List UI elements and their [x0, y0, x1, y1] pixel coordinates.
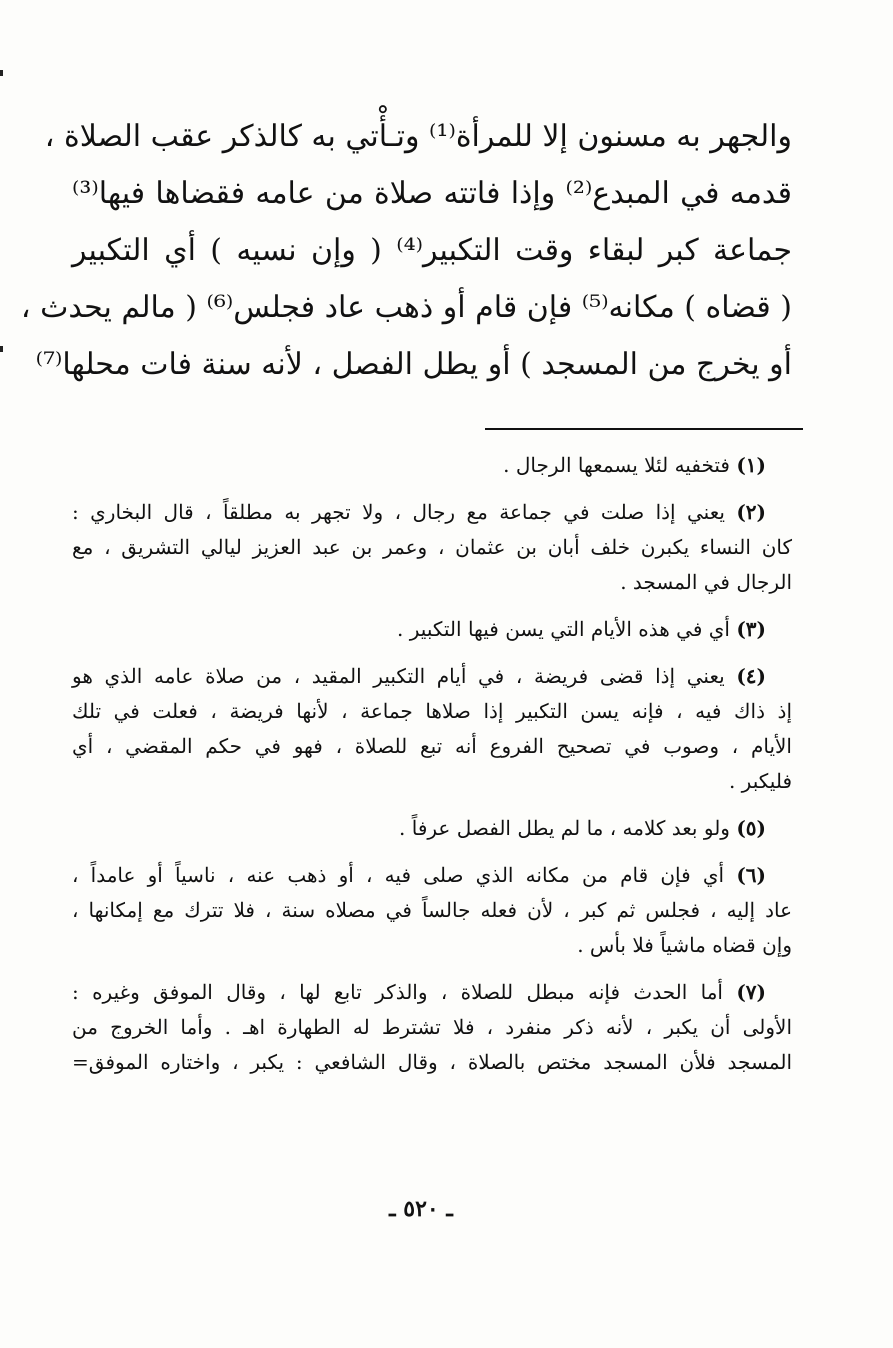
main-text-line: ( قضاه ) مكانه⁽⁵⁾ فإن قام أو ذهب عاد فجلس⁽⁶⁾ ( مالم يحدث ، — [20, 290, 792, 325]
footnote — [72, 659, 792, 799]
main-text-line: جماعة كبر لبقاء وقت التكبير⁽⁴⁾ ( وإن نسيه ) أي التكبير — [72, 233, 792, 268]
footnote — [72, 612, 792, 647]
footnote-text: الأيام ، وصوب في تصحيح الفروع أنه تبع للصلاة ، فهو في حكم المقضي ، أي — [72, 734, 792, 758]
footnote-text: أي في هذه الأيام التي يسن فيها التكبير . — [397, 617, 730, 641]
footnote-text: عاد إليه ، فجلس ثم كبر ، لأن فعله جالساً في مصلاه سنة ، فلا تترك مع إمكانها ، — [72, 898, 792, 922]
footnote-number: (٥) — [736, 816, 766, 840]
footnote-text: وإن قضاه ماشياً فلا بأس . — [577, 933, 792, 957]
footnote-text: يعني إذا صلت في جماعة مع رجال ، ولا تجهر به مطلقاً ، قال البخاري : — [72, 500, 725, 524]
footnote — [72, 448, 792, 483]
footnote-separator-rule — [485, 428, 803, 430]
footnote-number: (٣) — [736, 617, 766, 641]
page-number: ـ ٥٢٠ ـ — [389, 1196, 453, 1222]
footnote-number: (٦) — [736, 863, 767, 887]
main-text-line: أو يخرج من المسجد ) أو يطل الفصل ، لأنه سنة فات محلها⁽⁷⁾ — [35, 347, 792, 382]
footnote-text: فليكبر . — [728, 769, 792, 793]
footnote-text: المسجد فلأن المسجد مختص بالصلاة ، وقال الشافعي : يكبر ، واختاره الموفق= — [72, 1050, 792, 1074]
footnote-number: (٢) — [736, 500, 767, 524]
footnote — [72, 858, 792, 963]
main-text-line: والجهر به مسنون إلا للمرأة⁽¹⁾ وتـأْتي به كالذكر عقب الصلاة ، — [44, 119, 792, 154]
footnote-number: (٧) — [736, 980, 766, 1004]
footnote-text: أما الحدث فإنه مبطل للصلاة ، والذكر تابع لها ، وقال الموفق وغيره : — [72, 980, 723, 1004]
footnote-text: إذ ذاك فيه ، فإنه يسن التكبير إذا صلاها جماعة ، لأنها فريضة ، فعلت في تلك — [72, 699, 792, 723]
footnote-text: فتخفيه لئلا يسمعها الرجال . — [503, 453, 730, 477]
footnote-number: (١) — [736, 453, 766, 477]
main-text-line: قدمه في المبدع⁽²⁾ وإذا فاتته صلاة من عامه فقضاها فيها⁽³⁾ — [72, 176, 793, 211]
footnote-text: أي فإن قام من مكانه الذي صلى فيه ، أو ذهب عنه ، ناسياً أو عامداً ، — [72, 863, 725, 887]
footnote — [72, 495, 792, 600]
footnote-text: كان النساء يكبرن خلف أبان بن عثمان ، وعمر بن عبد العزيز ليالي التشريق ، مع — [72, 535, 792, 559]
footnote-number: (٤) — [736, 664, 767, 688]
footnote-text: يعني إذا قضى فريضة ، في أيام التكبير المقيد ، من صلاة عامه الذي هو — [72, 664, 725, 688]
footnote — [72, 811, 792, 846]
footnote-text: الأولى أن يكبر ، لأنه ذكر منفرد ، فلا تشترط له الطهارة اهـ . وأما الخروج من — [72, 1015, 792, 1039]
footnotes-section — [72, 448, 792, 1092]
margin-mark — [0, 70, 3, 76]
footnote — [72, 975, 792, 1080]
margin-mark — [0, 346, 3, 352]
footnote-text: الرجال في المسجد . — [620, 570, 792, 594]
footnote-text: ولو بعد كلامه ، ما لم يطل الفصل عرفاً . — [399, 816, 730, 840]
main-text-block — [20, 108, 793, 393]
